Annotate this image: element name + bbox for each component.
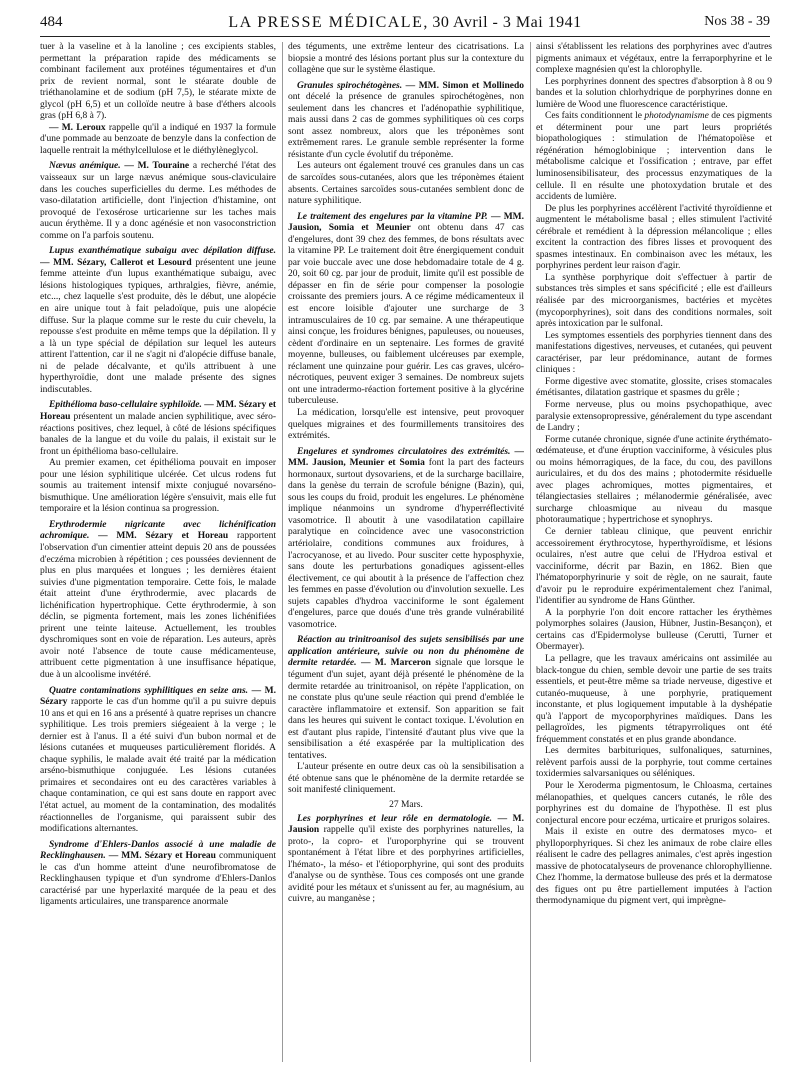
article-section: Syndrome d'Ehlers-Danlos associé à une maladie de Recklinghausen. — MM. Sézary et Horeau communiquent le cas d'un homme atteint d'une neurofibromatose de Recklinghausen typique et d'un syndrome d'Ehlers-Danlos caractérisé par une hyperlaxité marquée de la peau et des ligaments articulaires, une transparence anormale bbox=[40, 839, 276, 908]
paragraph: La pellagre, que les travaux américains ont assimilée au black-tongue du chien, semble devoir une partie de ses traits essentiels, et peut-être même sa triade nerveuse, digestive et cutanéo-muqueuse, à une porphyrie, pratiquement inconstante, et plus logiquement imputable à la dyshépatie qu'à l'apport de mycoporphyrines maïdiques. Dans les pellagroïdes, les pigments tétrapyrroliques ont été fréquemment constatés et en plus grande abondance. bbox=[536, 653, 772, 745]
section-title: Erythrodermie nigricante avec lichénification achromique. bbox=[40, 519, 276, 542]
paragraph: A la porphyrie l'on doit encore rattacher les érythèmes polymorphes solaires (Jausion, Hübner, Justin-Besançon), et certains cas d'Epidermolyse bulleuse (Cerutti, Turner et Obermayer). bbox=[536, 607, 772, 653]
paragraph: Les symptomes essentiels des porphyries tiennent dans des manifestations digestives, nerveuses, et cutanées, qui peuvent caractériser, par leur prédominance, autant de formes cliniques : bbox=[536, 330, 772, 376]
article-section: Engelures et syndromes circulatoires des extrémités. — MM. Jausion, Meunier et Somia font la part des facteurs hormonaux, surtout dysovariens, et de la surcharge bacillaire, dans la genèse du terrain de scrofule bénigne (Bazin), qui, sous les coups du froid, produit les engelures. Le phénomène implique néanmoins un syndrome d'hyperréflectivité vasomotrice. Il aboutit à une vasodilatation capillaire paralytique en coïncidence avec une vasoconstriction artériolaire, conditions communes aux froidures, à l'acrocyanose, et au livedo. Pour susciter cette hyposphyxie, sans doute les perturbations gonadiques agissent-elles électivement, ce qui aboutit à la présence de l'affection chez les femmes en passe d'évolution ou d'involution sexuelle. Les sujets capables d'hydroa vacciniforme le sont également d'engelures, parce que doués d'une très grande vulnérabilité vasomotrice. bbox=[288, 446, 524, 630]
author-name: — MM. Simon et Mollinedo bbox=[402, 80, 524, 91]
journal-name: LA PRESSE MÉDICALE bbox=[228, 14, 424, 31]
article-section: Erythrodermie nigricante avec lichénification achromique. — MM. Sézary et Horeau rapportent l'observation d'un cimentier atteint depuis 20 ans de poussées d'eczéma microbien à répétition ; ces poussées deviennent de plus en plus marquées et longues ; les dernières étaient suivies d'une pigmentation temporaire. Cette fois, le malade était atteint d'une érythrodermie, avec placards de lichénification hypertrophique. Cette érythrodermie, à son déclin, se pigmenta fortement, mais les zones lichénifiées prirent une teinte laiteuse. Actuellement, les troubles dyschromiques sont en voie de réparation. Les auteurs, après avoir noté l'absence de toute cause médicamenteuse, attribuent cette pigmentation à une insuffisance hépatique, due à un alcoolisme invétéré. bbox=[40, 519, 276, 680]
paragraph: Pour le Xeroderma pigmentosum, le Chloasma, certaines mélanopathies, et quelques cancers cutanés, le rôle des porphyrines est du domaine de l'hypothèse. Il est plus conjectural encore pour eczéma, urticaire et prurigos solaires. bbox=[536, 781, 772, 826]
paragraph: Ce dernier tableau clinique, que peuvent enrichir accessoirement érythrocytose, hyperthyroïdisme, et lésions oculaires, n'est autre que celui de l'Hydroa estival et vacciniforme, décrit par Bazin, en 1862. Bien que l'hématoporphyrinurie y soit de règle, on ne saurait, faute d'avoir pu le reproduire expérimentalement chez l'animal, l'identifier au syndrome de Hans Günther. bbox=[536, 526, 772, 607]
section-title: Engelures et syndromes circulatoires des extrémités. bbox=[297, 446, 511, 457]
section-title: Les porphyrines et leur rôle en dermatologie. bbox=[297, 813, 493, 824]
article-section: Les porphyrines et leur rôle en dermatologie. — M. Jausion rappelle qu'il existe des porphyrines naturelles, la proto-, la copro- et l'uroporphyrine qui se trouvent spontanément à l'état libre et des porphyrines artificielles, l'hémato-, la méso- et l'étioporphyrine, qui sont des produits d'analyse ou de synthèse. Tous ces composés ont une grande avidité pour les métaux et s'unissent au fer, au magnésium, au cuivre, au manganèse ; bbox=[288, 813, 524, 905]
paragraph: La synthèse porphyrique doit s'effectuer à partir de substances très simples et sans spécificité ; elle est d'ailleurs réalisée par des microorganismes, bactéries et mycètes (mycoporphyrines), soit dans des conditions normales, soit après intoxication par le sulfonal. bbox=[536, 272, 772, 330]
author-name: — M. Sézary bbox=[40, 685, 276, 708]
author-name: — MM. Jausion, Meunier et Somia bbox=[288, 446, 524, 469]
header-rule bbox=[40, 36, 770, 37]
section-title: Quatre contaminations syphilitiques en seize ans. bbox=[49, 685, 249, 696]
author-name: — M. Marceron bbox=[356, 658, 431, 669]
column-2 bbox=[288, 42, 524, 1072]
section-title: Lupus exanthématique subaigu avec dépilation diffuse. bbox=[49, 246, 276, 257]
section-title: Nævus anémique. bbox=[49, 161, 121, 172]
issue-number: Nos 38 - 39 bbox=[704, 14, 770, 29]
section-title: Le traitement des engelures par la vitamine PP. bbox=[297, 211, 488, 222]
page-number: 484 bbox=[40, 14, 63, 30]
paragraph: — M. Leroux rappelle qu'il a indiqué en 1937 la formule d'une pommade au benzoate de benzyle dans la confection de laquelle rentrait la méthylcellulose et le diéthylèneglycol. bbox=[40, 122, 276, 156]
paragraph: Mais il existe en outre des dermatoses myco- et phylloporphyriques. Si chez les animaux de robe claire elles réalisent le cadre des pellagres animales, c'est après ingestion massive de photocatalyseurs de provenance chlorophyllienne. Chez l'homme, la dermatose bulleuse des prés et la dermatose des figues ont pu être partiellement imputées à l'action thermodynamique du pigment vert, qui imprègne- bbox=[536, 827, 772, 907]
paragraph: La médication, lorsqu'elle est intensive, peut provoquer quelques migraines et des fourmillements transitoires des extrémités. bbox=[288, 407, 524, 442]
article-section: Epithélioma baso-cellulaire syphiloïde. — MM. Sézary et Horeau présentent un malade ancien syphilitique, avec séro-réactions positives, chez lequel, à côté de lésions spécifiques banales de la langue et du voile du palais, il existait sur le front un épithélioma baso-cellulaire. bbox=[40, 400, 276, 457]
author-name: — MM. Sézary et Horeau bbox=[105, 851, 216, 862]
article-section: Lupus exanthématique subaigu avec dépilation diffuse. — MM. Sézary, Callerot et Lesourd présentent une jeune femme atteinte d'un lupus exanthématique subaigu, avec lésions histologiques typiques, arthralgies, fièvre, anémie, etc..., chez laquelle s'est produite, dès le début, une alopécie en aire unique tout à fait peladoïque, puis une alopécie diffuse. Sur la plaque comme sur le reste du cuir chevelu, la repousse s'est produite en même temps que la dépilation. Il y a là un type spécial de dépilation sur lequel les auteurs attirent l'attention, car il ne s'agit ni d'alopécie diffuse banale, ni de pelade décalvante, et qu'ils attribuent à une hyperthyroïdie, dont une malade présente des signes indiscutables. bbox=[40, 246, 276, 395]
issue-date: 30 Avril - 3 Mai 1941 bbox=[432, 14, 582, 31]
column-1 bbox=[40, 42, 276, 1072]
article-section: Granules spirochétogènes. — MM. Simon et Mollinedo ont décelé la présence de granules spirochétogènes, non seulement dans les chancres et l'adénopathie syphilitique, mais aussi dans 2 cas de gommes syphilitiques où ces corps sont assez nombreux, alors que les tréponèmes sont extrêmement rares. Le granule semble représenter la forme résistante d'un cycle évolutif du tréponème. bbox=[288, 80, 524, 160]
author-name: — M. Leroux bbox=[49, 122, 106, 133]
paragraph: tuer à la vaseline et à la lanoline ; ces excipients stables, permettant la préparation rapide des médicaments se combinant facilement aux protéines tégumentaires et d'un prix de revient normal, sont le stéarate double de triéthanolamine et de sodium (pH 7,5), le stéarate mixte de glycol (pH 6,5) et un colloïde neutre à base d'éthers alcools gras (pH 6,8 à 7). bbox=[40, 42, 276, 122]
paragraph: Les auteurs ont également trouvé ces granules dans un cas de sarcoïdes sous-cutanées, alors que les tréponèmes étaient absents. Certaines sarcoïdes sous-cutanées semblent donc de nature syphilitique. bbox=[288, 161, 524, 207]
paragraph: Forme digestive avec stomatite, glossite, crises stomacales émétisantes, dilatation gastrique et spasmes du grêle ; bbox=[536, 376, 772, 399]
author-name: — MM. Sézary, Callerot et Lesourd bbox=[40, 257, 192, 268]
paragraph: des téguments, une extrême lenteur des cicatrisations. La biopsie a montré des lésions portant plus sur la contexture du collagène que sur le système élastique. bbox=[288, 42, 524, 76]
paragraph: Au premier examen, cet épithélioma pouvait en imposer pour une lésion syphilitique ulcérée. Cet ulcus rodens fut soumis au traitement intensif mixte conjugué novarséno-bismuthique. Une amélioration légère s'ensuivit, mais elle fut temporaire et la lésion continua sa progression. bbox=[40, 458, 276, 515]
section-title: Syndrome d'Ehlers-Danlos associé à une maladie de Recklinghausen. bbox=[40, 839, 276, 862]
paragraph: Les porphyrines donnent des spectres d'absorption à 8 ou 9 bandes et la solution chlorhydrique de porphyrines donne en lumière de Wood une fluorescence caractéristique. bbox=[536, 76, 772, 110]
running-title: LA PRESSE MÉDICALE, 30 Avril - 3 Mai 1941 bbox=[228, 14, 582, 31]
session-date: 27 Mars. bbox=[389, 800, 423, 810]
author-name: — MM. Jausion, Somia et Meunier bbox=[288, 211, 524, 234]
paragraph: De plus les porphyrines accélèrent l'activité thyroïdienne et augmentent le métabolisme basal ; elles stimulent l'activité cérébrale et remédient à la dépression mélancolique ; elles excitent la contraction des fibres lisses et provoquent des spasmes intestinaux. En combinaison avec les métaux, les porphyrines perdent leur raison d'agir. bbox=[536, 203, 772, 272]
author-name: — M. Jausion bbox=[288, 813, 524, 836]
page-header bbox=[40, 14, 770, 38]
article-section: Le traitement des engelures par la vitamine PP. — MM. Jausion, Somia et Meunier ont obtenu dans 47 cas d'engelures, dont 39 chez des femmes, de bons résultats avec la vitamine PP. Le traitement doit être énergiquement conduit par voie buccale avec une dose hebdomadaire totale de 4 g. 20, soit 60 cg. par jour de produit, limite qu'il est possible de dépasser en fin de série pour compenser la posologie croissante des premiers jours. A ce régime médicamenteux il est encore loisible d'ajouter une surcharge de 3 intramusculaires de 10 cg. par semaine. A une thérapeutique ainsi conçue, les froidures bénignes, papuleuses, ou noueuses, cèdent d'ordinaire en un septenaire. Les formes de gravité moyenne, bulleuses, ou faiblement ulcéreuses par exemple, réclament une quinzaine pour guérir. Les cas graves, ulcéro-nécrotiques, peuvent exiger 3 semaines. De nombreux sujets ont une intradermo-réaction fortement positive à la glycérine tuberculeuse. bbox=[288, 211, 524, 407]
section-title: Granules spirochétogènes. bbox=[297, 80, 403, 91]
article-section: Réaction au trinitroanisol des sujets sensibilisés par une application antérieure, suivie ou non du phénomène de dermite retardée. — M. Marceron signale que lorsque le tégument d'un sujet, ayant déjà présenté le phénomène de la dermite retardée au trinitroanisol, on répète l'application, on ne constate plus qu'une seule réaction qui prend d'emblée le caractère inflammatoire et extensif. Son apparition se fait dans les heures qui suivent le contact toxique. L'évolution en est d'autant plus rapide, l'intensité d'autant plus vive que la sensibilisation a été exaspérée par la multiplication des tentatives. bbox=[288, 635, 524, 761]
paragraph: L'auteur présente en outre deux cas où la sensibilisation a été obtenue sans que le phénomène de la dermite retardée se soit manifesté cliniquement. bbox=[288, 762, 524, 796]
paragraph: Les dermites barbituriques, sulfonaliques, saturnines, relèvent parfois aussi de la porphyrie, tout comme certaines toxidermies salvarsaniques ou séléniques. bbox=[536, 746, 772, 780]
section-title: Réaction au trinitroanisol des sujets sensibilisés par une application antérieure, suivie ou non du phénomène de dermite retardée. bbox=[288, 635, 524, 669]
column-3 bbox=[536, 42, 772, 1072]
author-name: — M. Touraine bbox=[120, 161, 190, 172]
author-name: — MM. Sézary et Horeau bbox=[89, 531, 229, 542]
column-divider bbox=[530, 42, 531, 1062]
section-title: Epithélioma baso-cellulaire syphiloïde. bbox=[49, 400, 202, 411]
article-section: Quatre contaminations syphilitiques en seize ans. — M. Sézary rapporte le cas d'un homme qu'il a pu suivre depuis 10 ans et qui en 16 ans a présenté à quatre reprises un chancre syphilitique. Les trois premiers siégeaient à la verge ; le dernier est à l'anus. Il a été suivi d'un bubon normal et de lésions cutanées et muqueuses particulièrement floridés. A chaque syphilis, le malade avait été traité par la médication arséno-bismuthique conjuguée. Les lésions cutanées primaires et secondaires ont eu des caractères variables à chaque contamination, ce qui est sans doute en rapport avec l'état actuel, au moment de la contamination, des modalités réactionnelles de l'organisme, qui paraissent subir des modifications alternantes. bbox=[40, 685, 276, 835]
article-section: Nævus anémique. — M. Touraine a recherché l'état des vaisseaux sur un large nævus anémique sous-claviculaire dans les couches superficielles du derme. Les méthodes de vaso-dilatation artificielle, dont l'injection d'histamine, ont provoqué de l'exosérose urticarienne sur les taches mais aucun érythème. Il y a donc agénésie et non vasoconstriction comme on l'a parfois soutenu. bbox=[40, 161, 276, 241]
paragraph: Ces faits conditionnent le photodynamisme de ces pigments et déterminent pour une part leurs propriétés biopathologiques : stimulation de l'hématopoïèse et régénération hémoglobinique ; intervention dans le métabolisme calcique et l'ossification ; entrave, par effet luminosensibilisateur, des processus enzymatiques de la cellule. Il en résulte une photoxydation brutale et des accidents de lumière. bbox=[536, 111, 772, 203]
paragraph: Forme nerveuse, plus ou moins psychopathique, avec paralysie extensopropressive, généralement du type ascendant de Landry ; bbox=[536, 399, 772, 434]
column-divider bbox=[282, 42, 283, 1062]
paragraph: Forme cutanée chronique, signée d'une actinite érythémato-œdémateuse, et d'une éruption vacciniforme, à vésicules plus ou moins hémorragiques, de la face, du cou, des pavillons auriculaires, et du dos des mains ; photodermite résiduelle avec plages achromiques, mottes pigmentaires, et télangiectasies stellaires ; mélanodermie généralisée, avec surcharge chloasmique au niveau du masque photoraumatique ; hypertrichose et synophrys. bbox=[536, 434, 772, 526]
author-name: — MM. Sézary et Horeau bbox=[40, 400, 276, 422]
paragraph: ainsi s'établissent les relations des porphyrines avec d'autres pigments animaux et végétaux, entre la ferraporphyrine et le complexe magnésien qu'est la chlorophylle. bbox=[536, 42, 772, 76]
